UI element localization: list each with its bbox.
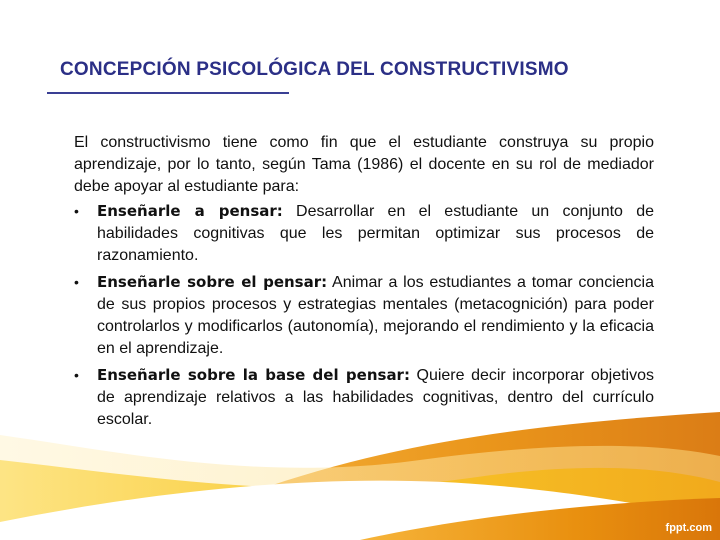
brand-watermark: fppt.com: [665, 522, 712, 534]
decorative-wave-graphic: [0, 390, 720, 540]
bullet-term: Enseñarle a pensar:: [97, 202, 283, 220]
title-underline: [47, 92, 289, 94]
bullet-icon: •: [74, 203, 79, 219]
bullet-item: [74, 200, 654, 267]
bullet-term: Enseñarle sobre el pensar:: [97, 273, 328, 291]
bullet-text: Animar a los estudiantes a tomar conciencia de sus propios procesos y estrategias mentales (metacognición) para poder controlarlos y modificarlos (autonomía), mejorando el rendimiento y la eficacia en el aprendizaje.: [97, 274, 654, 357]
bullet-item: [74, 271, 654, 360]
slide-title: CONCEPCIÓN PSICOLÓGICA DEL CONSTRUCTIVISMO: [60, 59, 569, 80]
bullet-icon: •: [74, 367, 79, 383]
intro-paragraph: El constructivismo tiene como fin que el estudiante construya su propio aprendizaje, por lo tanto, según Tama (1986) el docente en su rol de mediador debe apoyar al estudiante para:: [74, 134, 654, 195]
bullet-term: Enseñarle sobre la base del pensar:: [97, 366, 410, 384]
bullet-text: Quiere decir incorporar objetivos de aprendizaje relativos a las habilidades cognitivas, dentro del currículo escolar.: [97, 367, 654, 428]
bullet-text: Desarrollar en el estudiante un conjunto de habilidades cognitivas que les permitan optimizar sus procesos de razonamiento.: [97, 203, 654, 264]
bullet-icon: •: [74, 274, 79, 290]
